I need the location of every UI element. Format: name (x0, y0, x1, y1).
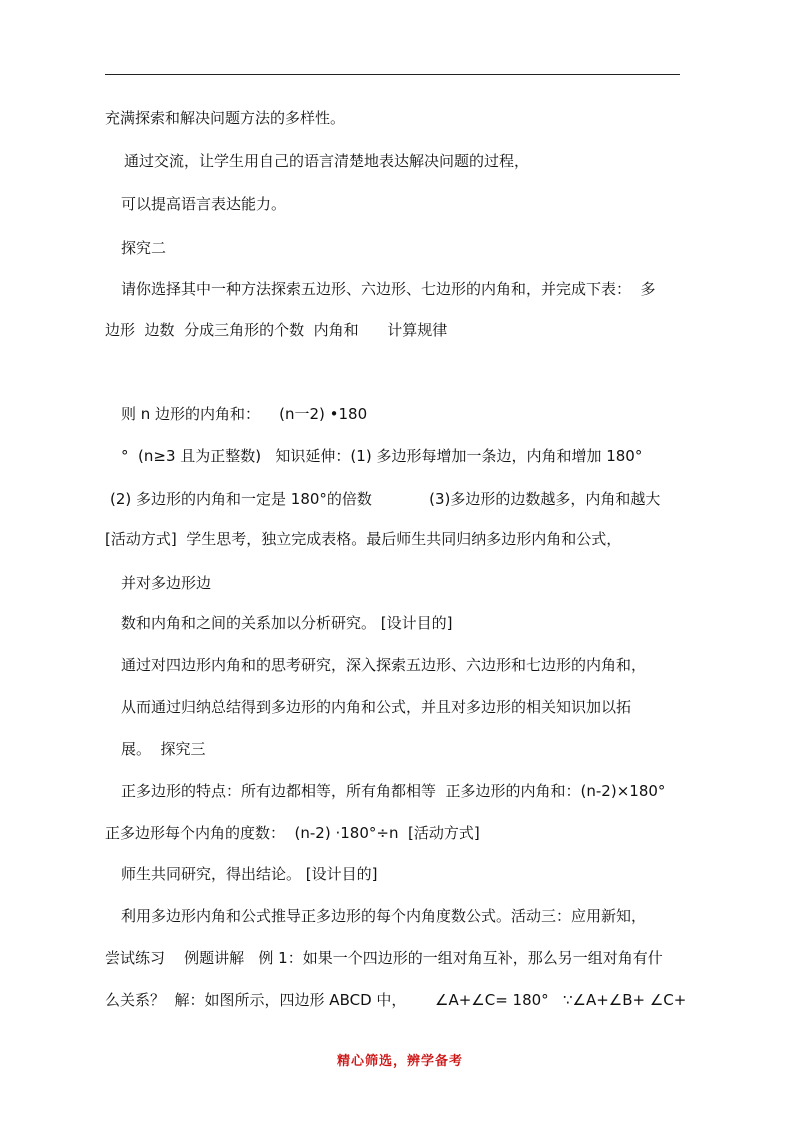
text-line: 可以提高语言表达能力。 (121, 195, 287, 213)
section-heading: 探究二 (121, 239, 167, 257)
text-line: 正多边形的特点：所有边都相等，所有角都相等 正多边形的内角和：(n-2)×180° (121, 782, 666, 800)
header-rule (105, 74, 680, 75)
text-line: 从而通过归纳总结得到多边形的内角和公式，并且对多边形的相关知识加以拓 (121, 698, 632, 716)
text-line: 数和内角和之间的关系加以分析研究。 [设计目的] (121, 614, 453, 632)
text-line: [活动方式] 学生思考，独立完成表格。最后师生共同归纳多边形内角和公式， (105, 530, 622, 548)
text-line: 并对多边形边 (121, 574, 212, 592)
text-line: 师生共同研究，得出结论。 [设计目的] (121, 865, 378, 883)
text-line: 通过交流，让学生用自己的语言清楚地表达解决问题的过程， (124, 152, 530, 170)
text-line: (2) 多边形的内角和一定是 180°的倍数 (3)多边形的边数越多，内角和越大 (110, 490, 661, 508)
text-line: ° (n≥3 且为正整数) 知识延伸：(1) 多边形每增加一条边，内角和增加 180° (121, 447, 643, 465)
text-line: 正多边形每个内角的度数： (n-2) ·180°÷n [活动方式] (105, 824, 480, 842)
text-line: 展。 探究三 (121, 740, 206, 758)
text-line: 利用多边形内角和公式推导正多边形的每个内角度数公式。活动三：应用新知， (121, 907, 647, 925)
footer-watermark: 精心筛选，辨学备考 (336, 1054, 463, 1069)
text-line: 请你选择其中一种方法探索五边形、六边形、七边形的内角和，并完成下表： 多 (121, 280, 656, 298)
text-line: 则 n 边形的内角和： (n一2) •180 (121, 405, 368, 423)
text-line: 通过对四边形内角和的思考研究，深入探索五边形、六边形和七边形的内角和， (121, 656, 647, 674)
text-line: 尝试练习 例题讲解 例 1：如果一个四边形的一组对角互补，那么另一组对角有什 (105, 949, 663, 967)
text-line: 充满探索和解决问题方法的多样性。 (105, 109, 346, 127)
text-line: 边形 边数 分成三角形的个数 内角和 计算规律 (105, 321, 448, 339)
text-line: 么关系？ 解：如图所示，四边形 ABCD 中， ∠A+∠C= 180° ∵∠A+∠B+ ∠C+ (105, 991, 687, 1009)
